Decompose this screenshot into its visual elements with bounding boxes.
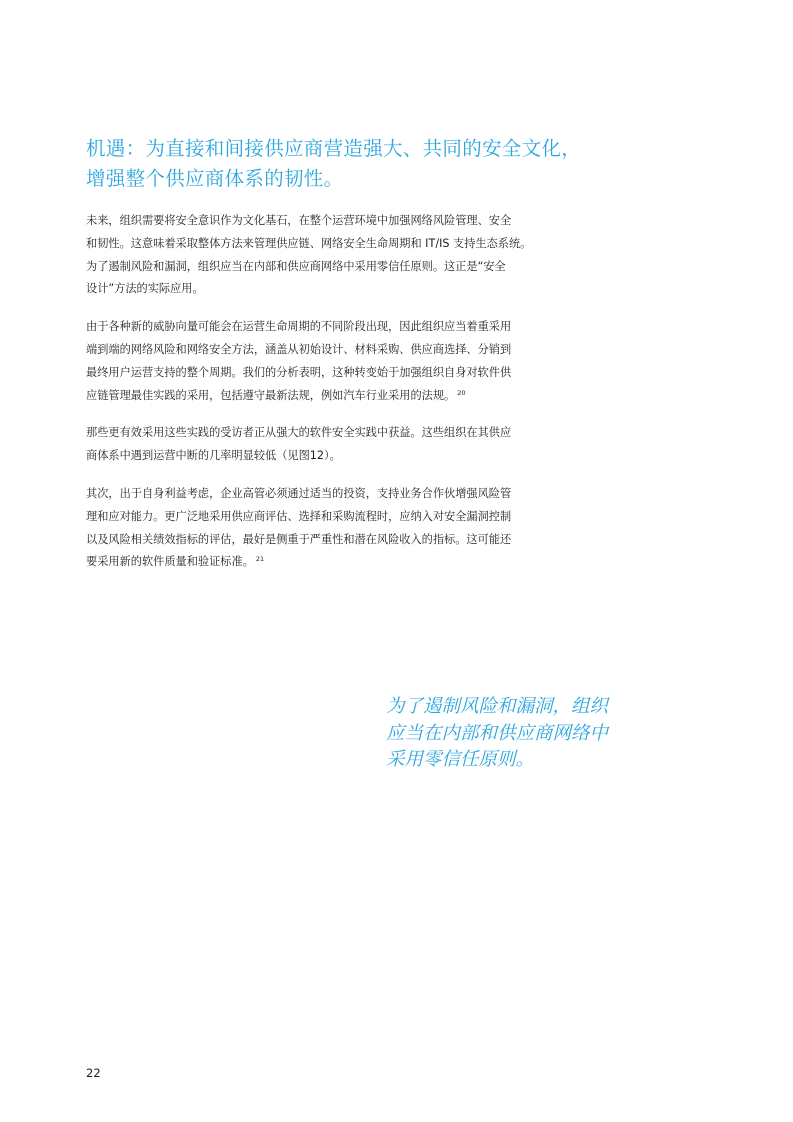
heading-line: 机遇：为直接和间接供应商营造强大、共同的安全文化， <box>86 137 582 160</box>
paragraph-line <box>86 551 556 574</box>
heading-line: 增强整个供应商体系的韧性。 <box>86 167 344 190</box>
paragraph-line: 其次，出于自身利益考虑，企业高管必须通过适当的投资，支持业务合作伙增强风险管 <box>86 486 512 500</box>
page-number: 22 <box>86 1066 101 1080</box>
paragraph-line: 为了遏制风险和漏洞，组织应当在内部和供应商网络中采用零信任原则。这正是“安全 <box>86 259 506 273</box>
pull-quote-line: 应当在内部和供应商网络中 <box>386 722 609 744</box>
paragraph-line-text: 要采用新的软件质量和验证标准。 <box>86 555 254 569</box>
paragraph-line: 理和应对能力。更广泛地采用供应商评估、选择和采购流程时，应纳入对安全漏洞控制 <box>86 509 512 523</box>
paragraph-line: 以及风险相关绩效指标的评估，最好是侧重于严重性和潜在风险收入的指标。这可能还 <box>86 532 512 546</box>
paragraph-line: 设计”方法的实际应用。 <box>86 282 204 296</box>
pull-quote-line: 采用零信任原则。 <box>386 749 535 770</box>
paragraph <box>86 316 556 407</box>
pull-quote-line: 为了遏制风险和漏洞，组织 <box>386 696 609 717</box>
section-heading <box>86 134 586 194</box>
paragraph-line: 最终用户运营支持的整个周期。我们的分析表明，这种转变始于加强组织自身对软件供 <box>86 365 512 379</box>
paragraph-line <box>86 385 556 408</box>
paragraph-line: 和韧性。这意味着采取整体方法来管理供应链、网络安全生命周期和 IT/IS 支持生态系统。 <box>86 236 532 250</box>
footnote-marker[interactable]: 20 <box>457 388 466 397</box>
paragraph-line: 由于各种新的威胁向量可能会在运营生命周期的不同阶段出现，因此组织应当着重采用 <box>86 320 512 334</box>
paragraph <box>86 483 556 574</box>
paragraph <box>86 422 556 468</box>
paragraph-line: 那些更有效采用这些实践的受访者正从强大的软件安全实践中获益。这些组织在其供应 <box>86 426 512 440</box>
paragraph-line: 未来，组织需要将安全意识作为文化基石，在整个运营环境中加强网络风险管理、安全 <box>86 214 512 227</box>
body-text <box>86 210 556 589</box>
pull-quote <box>386 694 646 774</box>
footnote-marker[interactable]: 21 <box>255 555 265 564</box>
paragraph-line-text: 应链管理最佳实践的采用，包括遵守最新法规，例如汽车行业采用的法规。 <box>86 388 456 402</box>
paragraph-line: 商体系中遇到运营中断的几率明显较低（见图12）。 <box>86 449 341 463</box>
paragraph <box>86 210 556 301</box>
paragraph-line: 端到端的网络风险和网络安全方法，涵盖从初始设计、材料采购、供应商选择、分销到 <box>86 342 512 356</box>
